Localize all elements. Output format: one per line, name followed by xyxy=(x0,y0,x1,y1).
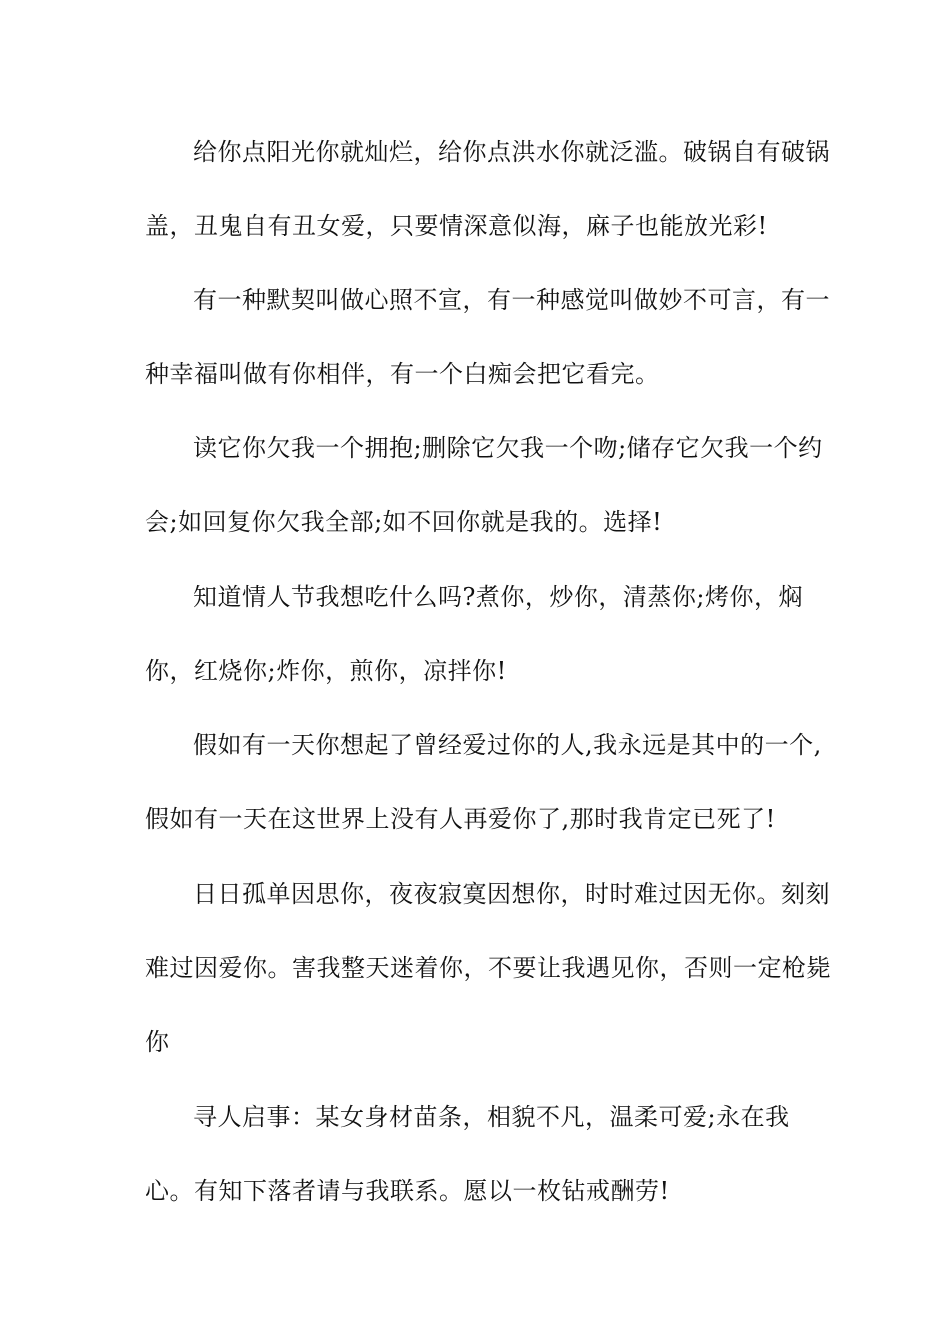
paragraph-1: 给你点阳光你就灿烂，给你点洪水你就泛滥。破锅自有破锅盖，丑鬼自有丑女爱，只要情深意似海，麻子也能放光彩! xyxy=(145,138,830,240)
paragraph-5: 假如有一天你想起了曾经爱过你的人,我永远是其中的一个,假如有一天在这世界上没有人再爱你了,那时我肯定已死了! xyxy=(145,731,822,833)
paragraph-4: 知道情人节我想吃什么吗?煮你，炒你，清蒸你;烤你，焖你，红烧你;炸你，煎你，凉拌你! xyxy=(145,583,803,685)
paragraph-6: 日日孤单因思你，夜夜寂寞因想你，时时难过因无你。刻刻难过因爱你。害我整天迷着你，不要让我遇见你，否则一定枪毙你 xyxy=(145,880,831,1056)
paragraph-3: 读它你欠我一个拥抱;删除它欠我一个吻;储存它欠我一个约会;如回复你欠我全部;如不回你就是我的。选择! xyxy=(145,434,823,536)
paragraph-2: 有一种默契叫做心照不宣，有一种感觉叫做妙不可言，有一种幸福叫做有你相伴，有一个白痴会把它看完。 xyxy=(145,286,830,388)
paragraph-7: 寻人启事：某女身材苗条，相貌不凡，温柔可爱;永在我心。有知下落者请与我联系。愿以一枚钻戒酬劳! xyxy=(145,1103,790,1205)
